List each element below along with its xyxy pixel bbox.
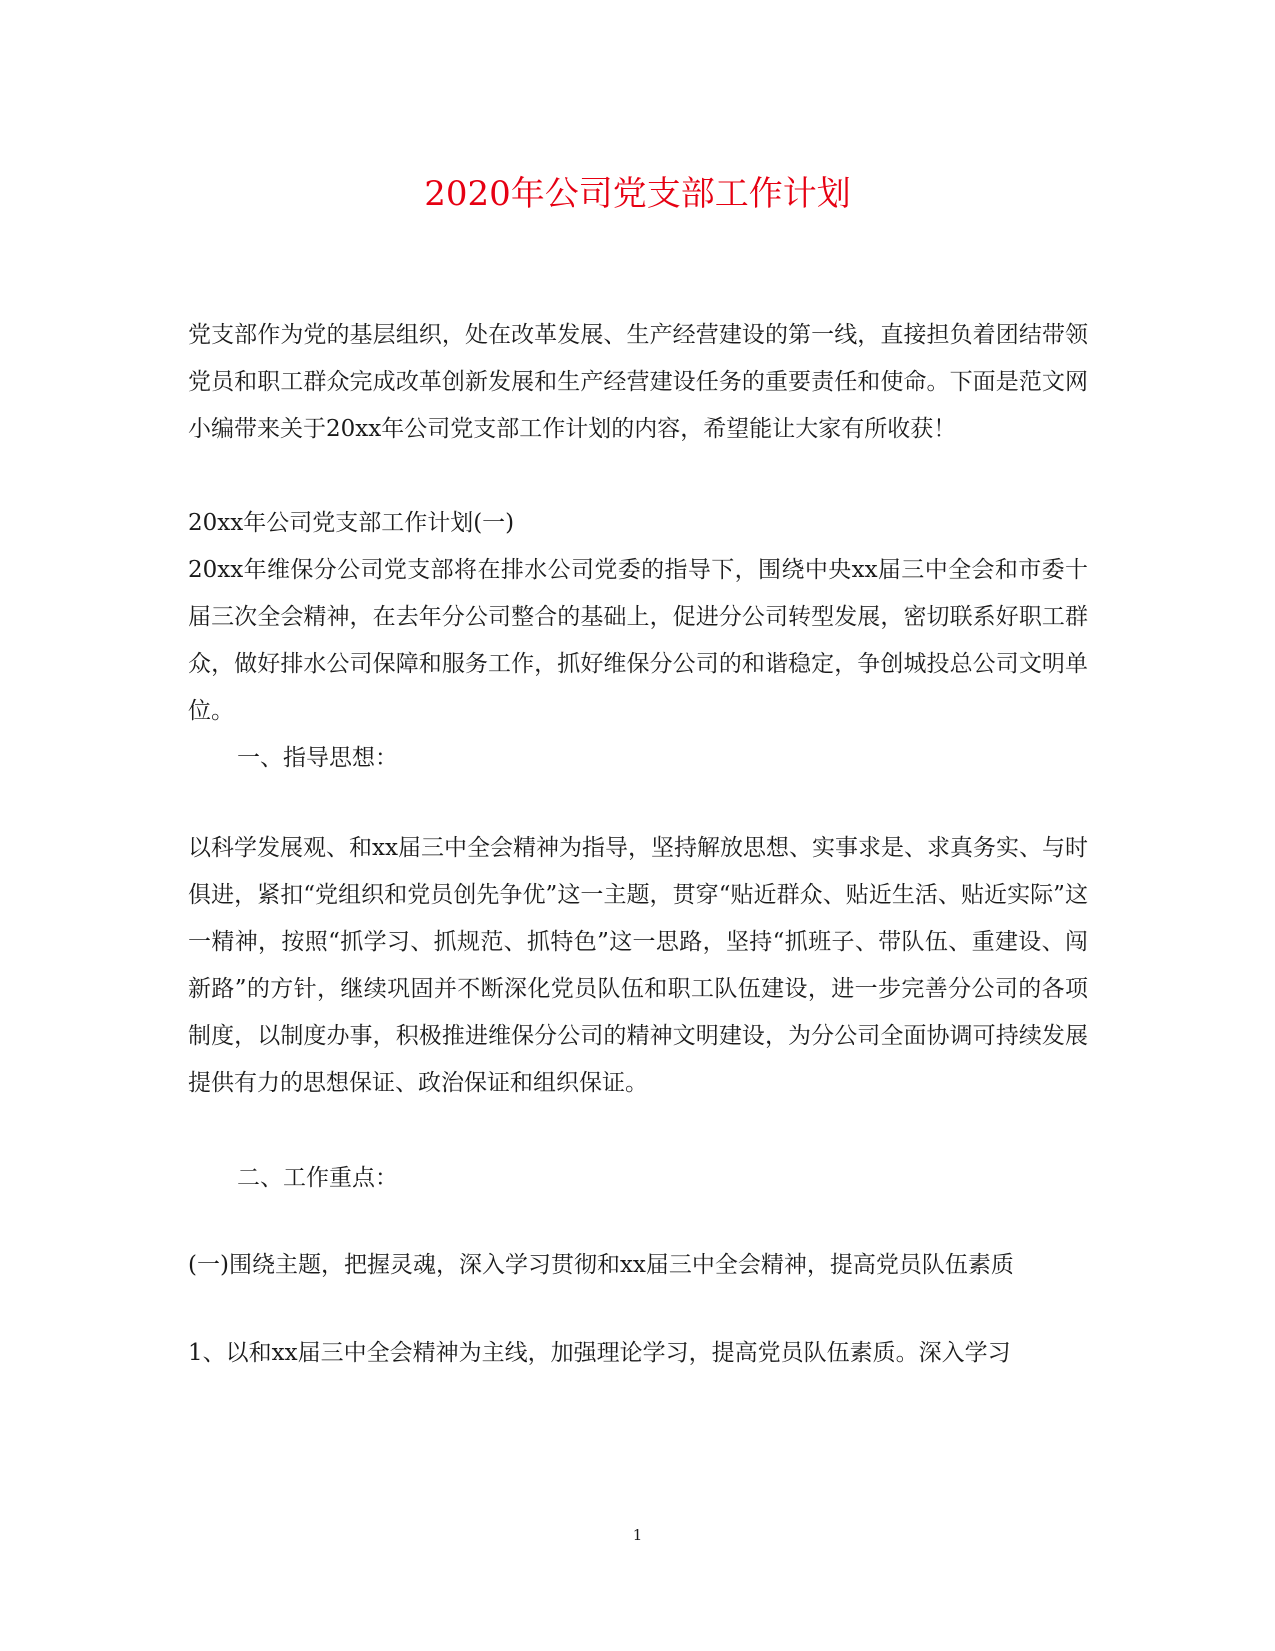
intro-paragraph: 党支部作为党的基层组织，处在改革发展、生产经营建设的第一线，直接担负着团结带领党员和职工群众完成改革创新发展和生产经营建设任务的重要责任和使命。下面是范文网小编带来关于20xx年公司党支部工作计划的内容，希望能让大家有所收获！ <box>188 322 1088 442</box>
guiding-paragraph: 以科学发展观、和xx届三中全会精神为指导，坚持解放思想、实事求是、求真务实、与时俱进，紧扣“党组织和党员创先争优”这一主题，贯穿“贴近群众、贴近生活、贴近实际”这一精神，按照“抓学习、抓规范、抓特色”这一思路，坚持“抓班子、带队伍、重建设、闯新路”的方针，继续巩固并不断深化党员队伍和职工队伍建设，进一步完善分公司的各项制度，以制度办事，积极推进维保分公司的精神文明建设，为分公司全面协调可持续发展提供有力的思想保证、政治保证和组织保证。 <box>188 835 1088 1096</box>
overview-paragraph: 20xx年维保分公司党支部将在排水公司党委的指导下，围绕中央xx届三中全会和市委十届三次全会精神，在去年分公司整合的基础上，促进分公司转型发展，密切联系好职工群众，做好排水公司保障和服务工作，抓好维保分公司的和谐稳定，争创城投总公司文明单位。 <box>188 557 1088 724</box>
focus-item-1: (一)围绕主题，把握灵魂，深入学习贯彻和xx届三中全会精神，提高党员队伍素质 <box>188 1252 1014 1278</box>
section-heading: 20xx年公司党支部工作计划(一) <box>188 510 515 536</box>
page-number: 1 <box>632 1526 643 1544</box>
heading-guiding-thought: 一、指导思想： <box>237 745 398 771</box>
document-title: 2020年公司党支部工作计划 <box>424 174 851 214</box>
list-item-1: 1、以和xx届三中全会精神为主线，加强理论学习，提高党员队伍素质。深入学习 <box>188 1340 1011 1366</box>
heading-work-focus: 二、工作重点： <box>237 1165 398 1191</box>
